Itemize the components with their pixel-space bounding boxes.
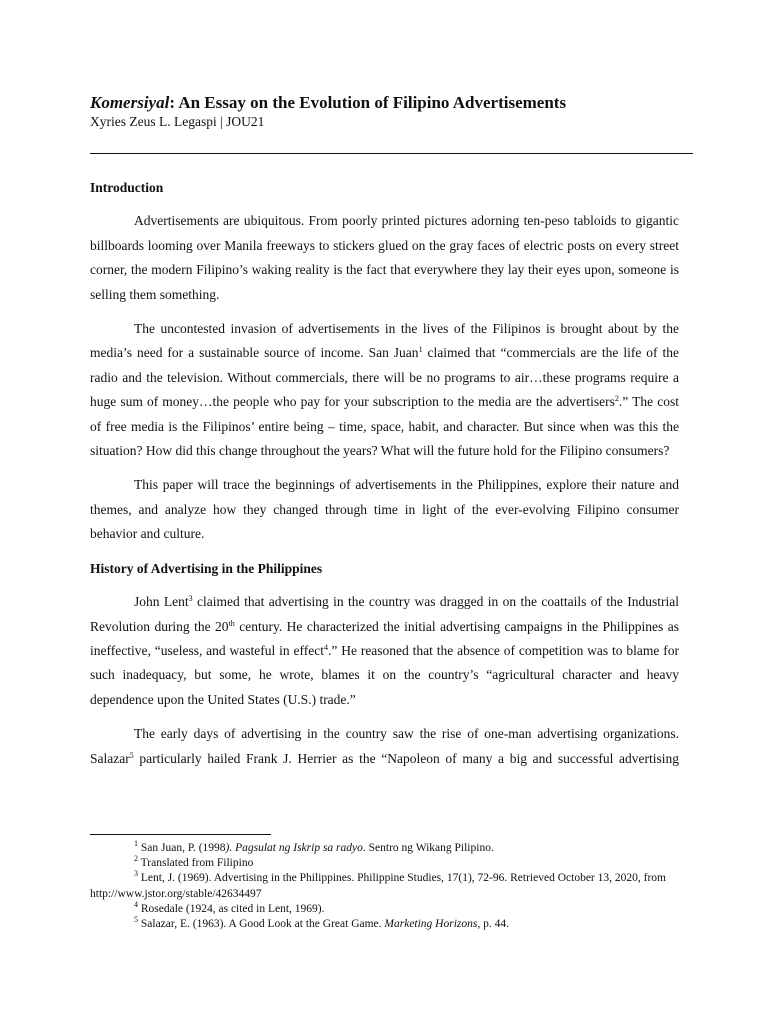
footnotes: [90, 841, 679, 932]
text-run: Salazar, E. (1963). A Good Look at the Great Game.: [138, 918, 385, 931]
text-run: Rosedale (1924, as cited in Lent, 1969).: [138, 902, 325, 915]
section-heading-introduction: Introduction: [90, 180, 164, 195]
footnote-3: [90, 871, 679, 901]
footnote-4: [90, 899, 679, 917]
footnote-ref: 1: [418, 345, 423, 355]
footnote-ref: 3: [188, 594, 193, 604]
footnote-5: [90, 917, 679, 932]
intro-paragraph-3: This paper will trace the beginnings of advertisements in the Philippines, explore their nature and themes, and analyze how they changed through time in light of the ever-evolving Filipino consumer behavior and culture.: [90, 477, 679, 542]
footnote-ref: 5: [129, 750, 134, 760]
intro-paragraph-2: [90, 317, 679, 463]
footnote-1: [90, 841, 679, 856]
footnote-number: 2: [134, 854, 138, 864]
text-run: particularly hailed Frank J. Herrier as the “Napoleon of many a big and successful advertising: [133, 750, 679, 766]
text-run: p. 44.: [480, 918, 509, 931]
body-text: [90, 176, 679, 781]
header-rule: [90, 153, 693, 154]
text-run: The uncontested invasion of advertisements in the lives of the Filipinos is brought about by the media’s need for a sustainable source of income. San Juan: [90, 321, 679, 361]
document-title: [90, 93, 566, 113]
footnote-number: 1: [134, 839, 138, 848]
text-italic: Marketing Horizons,: [384, 918, 481, 931]
intro-paragraph-1: Advertisements are ubiquitous. From poorly printed pictures adorning ten-peso tabloids to gigantic billboards looming over Manila freeways to stickers glued on the gray faces of electric posts on every street corner, the modern Filipino’s waking reality is the fact that everywhere they lay their eyes upon, someone is selling them something.: [90, 213, 679, 302]
title-rest: : An Essay on the Evolution of Filipino Advertisements: [169, 93, 567, 112]
text-run: Translated from Filipino: [138, 857, 254, 870]
history-paragraph-1: [90, 590, 679, 712]
footnote-ref: 4: [323, 642, 328, 652]
text-run: San Juan, P. (1998: [138, 842, 226, 854]
ordinal-suffix: th: [228, 618, 235, 628]
title-italic: Komersiyal: [90, 93, 170, 112]
text-run: .” The cost of free media is the Filipinos’ entire being – time, space, habit, and character. But since when was this the situation? How did this change throughout the years? What will the future hold for the Filipino consumers?: [90, 394, 679, 459]
footnote-number: 3: [134, 869, 138, 879]
text-run: The early days of advertising in the country saw the rise of one-man advertising organizations. Salazar: [90, 726, 679, 766]
footnote-number: 4: [134, 899, 138, 909]
text-italic: ). Pagsulat ng Iskrip sa radyo: [225, 842, 363, 854]
footnote-2: [90, 856, 679, 871]
text-run: claimed that “commercials are the life of the radio and the television. Without commercials, there will be no programs to air…these programs require a huge sum of money…the people who pay for your subscription to the media are the advertisers: [90, 345, 679, 410]
footnote-ref: 2: [614, 394, 619, 404]
history-paragraph-2: [90, 722, 679, 771]
author-line: Xyries Zeus L. Legaspi | JOU21: [90, 114, 265, 129]
text-run: .” He reasoned that the absence of competition was to blame for such inadequacy, but some, he wrote, blames it on the country’s “agricultural character and heavy dependence upon the United States (U.S.) trade.”: [90, 642, 679, 707]
text-run: Lent, J. (1969). Advertising in the Philippines. Philippine Studies, 17(1), 72-96. Retrieved October 13, 2020, from http://www.jstor.org/stable/42634497: [90, 872, 666, 900]
section-heading-history: History of Advertising in the Philippines: [90, 560, 323, 576]
text-run: claimed that advertising in the country was dragged in on the coattails of the Industrial Revolution during the 20: [90, 594, 679, 634]
text-run: John Lent: [134, 594, 189, 610]
footnote-separator: [90, 834, 271, 835]
text-run: century. He characterized the initial advertising campaigns in the Philippines as ineffective, “useless, and wasteful in effect: [90, 618, 679, 658]
footnote-number: 5: [134, 915, 138, 925]
text-run: . Sentro ng Wikang Pilipino.: [362, 842, 494, 854]
